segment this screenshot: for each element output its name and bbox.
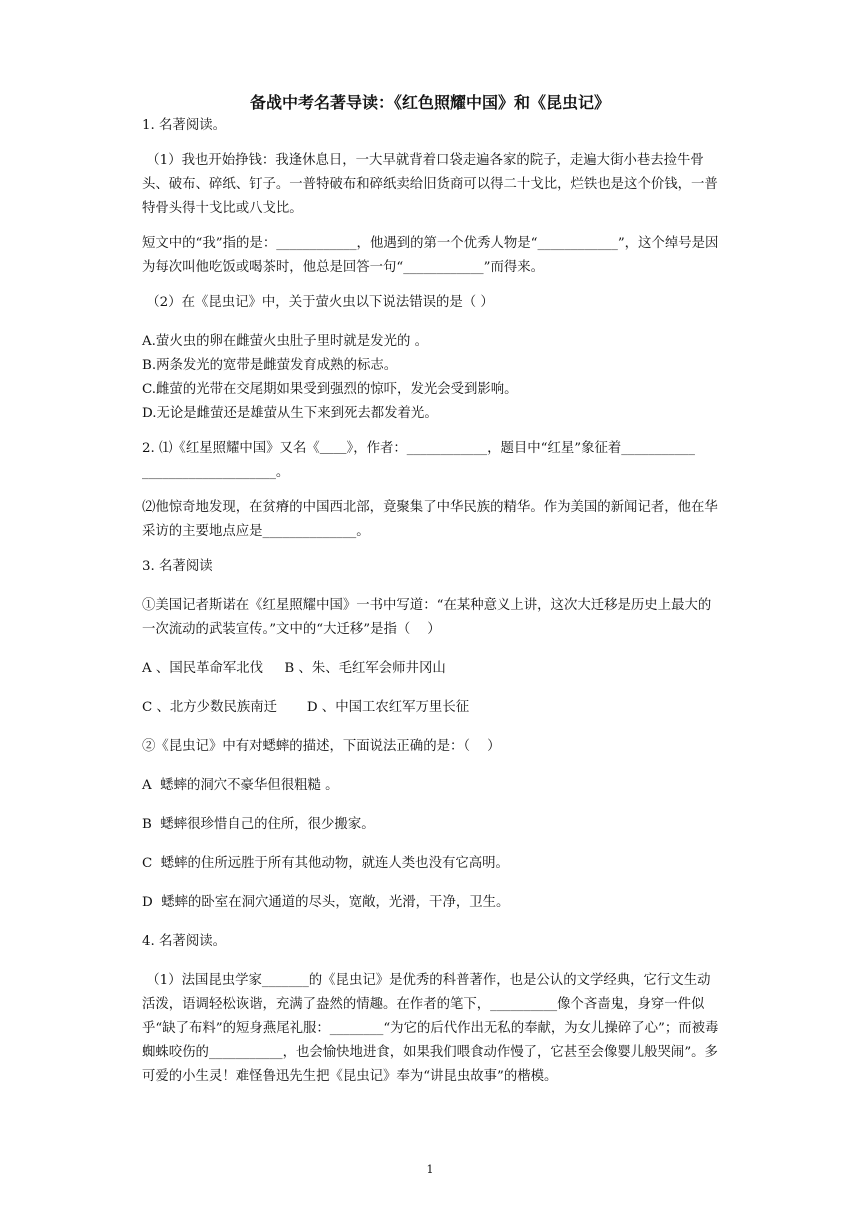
option-c: C.雌萤的光带在交尾期如果受到强烈的惊吓，发光会受到影响。 — [142, 382, 518, 397]
question-1-passage: （1）我也开始挣钱：我逢休息日，一大早就背着口袋走遍各家的院子，走遍大街小巷去捡牛骨头、破布、碎纸、钉子。一普特破布和碎纸卖给旧货商可以得二十戈比，烂铁也是这个价钱，一普特骨头得十戈比或八戈比。 — [142, 153, 718, 216]
document-body — [142, 114, 720, 1089]
page-number: 1 — [426, 1163, 434, 1176]
document-title: 备战中考名著导读：《红色照耀中国》和《昆虫记》 — [249, 93, 610, 112]
question-4-heading: 4. 名著阅读。 — [142, 934, 226, 949]
question-1-fill-blanks: 短文中的“我”指的是：____________，他遇到的第一个优秀人物是“____________”，这个绰号是因为每次叫他吃饭或喝茶时，他总是回答一句“____________”而得来。 — [142, 236, 719, 275]
question-2-part-2: ⑵他惊奇地发现，在贫瘠的中国西北部，竟聚集了中华民族的精华。作为美国的新闻记者，他在华采访的主要地点应是______________。 — [142, 500, 718, 539]
cricket-option-c: C 蟋蟀的住所远胜于所有其他动物，就连人类也没有它高明。 — [142, 856, 509, 871]
question-3-options-ab: A 、国民革命军北伐 B 、朱、毛红军会师井冈山 — [142, 661, 446, 676]
question-1-heading: 1. 名著阅读。 — [142, 118, 226, 133]
cricket-option-d: D 蟋蟀的卧室在洞穴通道的尽头，宽敞，光滑，干净，卫生。 — [142, 895, 510, 910]
question-3-item-1: ①美国记者斯诺在《红星照耀中国》一书中写道：“在某种意义上讲，这次大迁移是历史上最大的一次流动的武装宣传。”文中的“大迁移”是指（ ） — [142, 598, 712, 637]
cricket-option-b: B 蟋蟀很珍惜自己的住所，很少搬家。 — [142, 817, 375, 832]
option-a: A.萤火虫的卵在雌萤火虫肚子里时就是发光的 。 — [142, 334, 428, 349]
question-4-passage: （1）法国昆虫学家_______的《昆虫记》是优秀的科普著作，也是公认的文学经典，它行文生动活泼，语调轻松诙谐，充满了盎然的情趣。在作者的笔下，__________像个吝啬鬼，身穿一件似乎“缺了布料”的短身燕尾礼服：________“为它的后代作出无私的奉献，为女儿操碎了心”；而被毒蜘蛛咬伤的___________，也会愉快地进食，如果我们喂食动作慢了，它甚至会像婴儿般哭闹”。多可爱的小生灵！难怪鲁迅先生把《昆虫记》奉为“讲昆虫故事”的楷模。 — [142, 973, 719, 1084]
question-1-part-2: （2）在《昆虫记》中，关于萤火虫以下说法错误的是（ ） — [142, 295, 494, 310]
question-3-heading: 3. 名著阅读 — [142, 559, 213, 574]
option-d: D.无论是雌萤还是雄萤从生下来到死去都发着光。 — [142, 406, 438, 421]
question-2-part-1: 2. ⑴《红星照耀中国》又名《＿＿》，作者：____________，题目中“红星”象征着___________ ____________________。 — [142, 441, 700, 480]
option-b: B.两条发光的宽带是雌萤发育成熟的标志。 — [142, 358, 398, 373]
cricket-option-a: A 蟋蟀的洞穴不豪华但很粗糙 。 — [142, 778, 339, 793]
question-3-item-2: ②《昆虫记》中有对蟋蟀的描述，下面说法正确的是：（ ） — [142, 739, 501, 754]
question-3-options-cd: C 、北方少数民族南迁 D 、中国工农红军万里长征 — [142, 700, 470, 715]
